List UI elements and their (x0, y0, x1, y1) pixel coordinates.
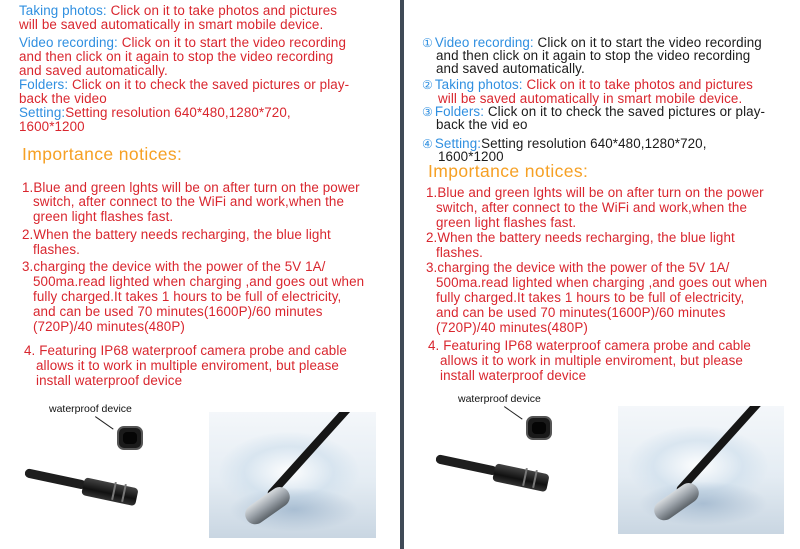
notice-4-line-3: install waterproof device (440, 368, 587, 383)
notice-4-line-1: 4. Featuring IP68 waterproof camera probe and cable (24, 343, 347, 358)
notice-1-line-1: 1.Blue and green lghts will be on after turn on the power (426, 185, 764, 200)
waterproof-cap-icon (526, 416, 552, 440)
taking-photos-label: Taking photos: (19, 3, 107, 18)
waterproof-device-image (434, 392, 604, 532)
taking-photos-line-1: ② Taking photos: Click on it to take photos and pictures (422, 77, 753, 92)
notice-3-line-3: fully charged.It takes 1 hours to be full of electricity, (436, 290, 745, 305)
notice-1-line-3: green light flashes fast. (436, 215, 577, 230)
video-recording-line-1: Video recording: Click on it to start the video recording (19, 35, 346, 50)
setting-label: Setting: (434, 136, 482, 151)
notice-1-line-3: green light flashes fast. (33, 209, 174, 224)
right-page (404, 0, 800, 549)
taking-photos-line-1: Taking photos: Click on it to take photos and pictures (19, 3, 338, 18)
notices-title: Importance notices: (428, 161, 589, 181)
waterproof-device-caption: waterproof device (49, 403, 132, 415)
notice-1-line-2: switch, after connect to the WiFi and work,when the (33, 194, 344, 209)
taking-photos-line-2: will be saved automatically in smart mobile device. (19, 17, 324, 32)
folders-line-2: back the video (19, 91, 107, 106)
circled-number-3: ③ (422, 105, 433, 119)
setting-line-2: 1600*1200 (438, 149, 504, 164)
video-recording-line-3: and saved automatically. (19, 63, 168, 78)
waterproof-device-image (25, 400, 195, 540)
circled-number-4: ④ (422, 137, 433, 151)
video-recording-line-3: and saved automatically. (436, 61, 585, 76)
taking-photos-label: Taking photos: (434, 77, 523, 92)
folders-label: Folders: (434, 104, 485, 119)
notice-4-line-2: allows it to work in multiple enviroment, but please (440, 353, 743, 368)
probe-cable (435, 454, 498, 476)
notice-3-line-5: (720P)/40 minutes(480P) (436, 320, 588, 335)
notice-4-line-2: allows it to work in multiple enviroment, but please (36, 358, 339, 373)
notice-1-line-2: switch, after connect to the WiFi and work,when the (436, 200, 747, 215)
notice-3-line-1: 3.charging the device with the power of the 5V 1A/ (426, 260, 730, 275)
folders-label: Folders: (19, 77, 69, 92)
water-splash-photo (209, 412, 376, 538)
video-recording-line-2: and then click on it again to stop the video recording (436, 48, 751, 63)
circled-number-1: ① (422, 36, 433, 50)
video-recording-line-2: and then click on it again to stop the video recording (19, 49, 334, 64)
waterproof-cap-icon (117, 426, 143, 450)
notice-3-line-2: 500ma.read lighted when charging ,and goes out when (436, 275, 768, 290)
setting-line-1: ④ Setting:Setting resolution 640*480,1280*720, (422, 136, 707, 151)
caption-leader-line (95, 416, 114, 429)
probe-head (81, 477, 139, 506)
notice-3-line-2: 500ma.read lighted when charging ,and goes out when (33, 274, 365, 289)
caption-leader-line (504, 406, 523, 419)
video-recording-line-1: ① Video recording: Click on it to start the video recording (422, 35, 762, 50)
folders-line-1: Folders: Click on it to check the saved pictures or play- (19, 77, 350, 92)
notice-4-line-1: 4. Featuring IP68 waterproof camera probe and cable (428, 338, 751, 353)
notice-3-line-5: (720P)/40 minutes(480P) (33, 319, 185, 334)
notice-3-line-4: and can be used 70 minutes(1600P)/60 minutes (33, 304, 323, 319)
notice-2-line-2: flashes. (436, 245, 483, 260)
video-recording-label: Video recording: (434, 35, 534, 50)
waterproof-device-caption: waterproof device (458, 393, 541, 405)
notice-1-line-1: 1.Blue and green lghts will be on after turn on the power (22, 180, 360, 195)
setting-label: Setting: (19, 105, 66, 120)
setting-line-2: 1600*1200 (19, 119, 85, 134)
notice-2-line-1: 2.When the battery needs recharging, the blue light (426, 230, 735, 245)
circled-number-2: ② (422, 78, 433, 92)
folders-line-2: back the vid eo (436, 117, 528, 132)
notice-4-line-3: install waterproof device (36, 373, 183, 388)
folders-line-1: ③ Folders: Click on it to check the saved pictures or play- (422, 104, 766, 119)
notice-3-line-3: fully charged.It takes 1 hours to be full of electricity, (33, 289, 342, 304)
video-recording-label: Video recording: (19, 35, 118, 50)
notice-3-line-4: and can be used 70 minutes(1600P)/60 minutes (436, 305, 726, 320)
water-splash-photo (618, 406, 784, 534)
notice-2-line-1: 2.When the battery needs recharging, the blue light (22, 227, 331, 242)
taking-photos-line-2: will be saved automatically in smart mobile device. (438, 91, 743, 106)
notice-2-line-2: flashes. (33, 242, 80, 257)
notices-title: Importance notices: (22, 144, 183, 164)
probe-cable (24, 468, 87, 490)
probe-head (492, 463, 550, 492)
setting-line-1: Setting:Setting resolution 640*480,1280*720, (19, 105, 291, 120)
notice-3-line-1: 3.charging the device with the power of the 5V 1A/ (22, 259, 326, 274)
